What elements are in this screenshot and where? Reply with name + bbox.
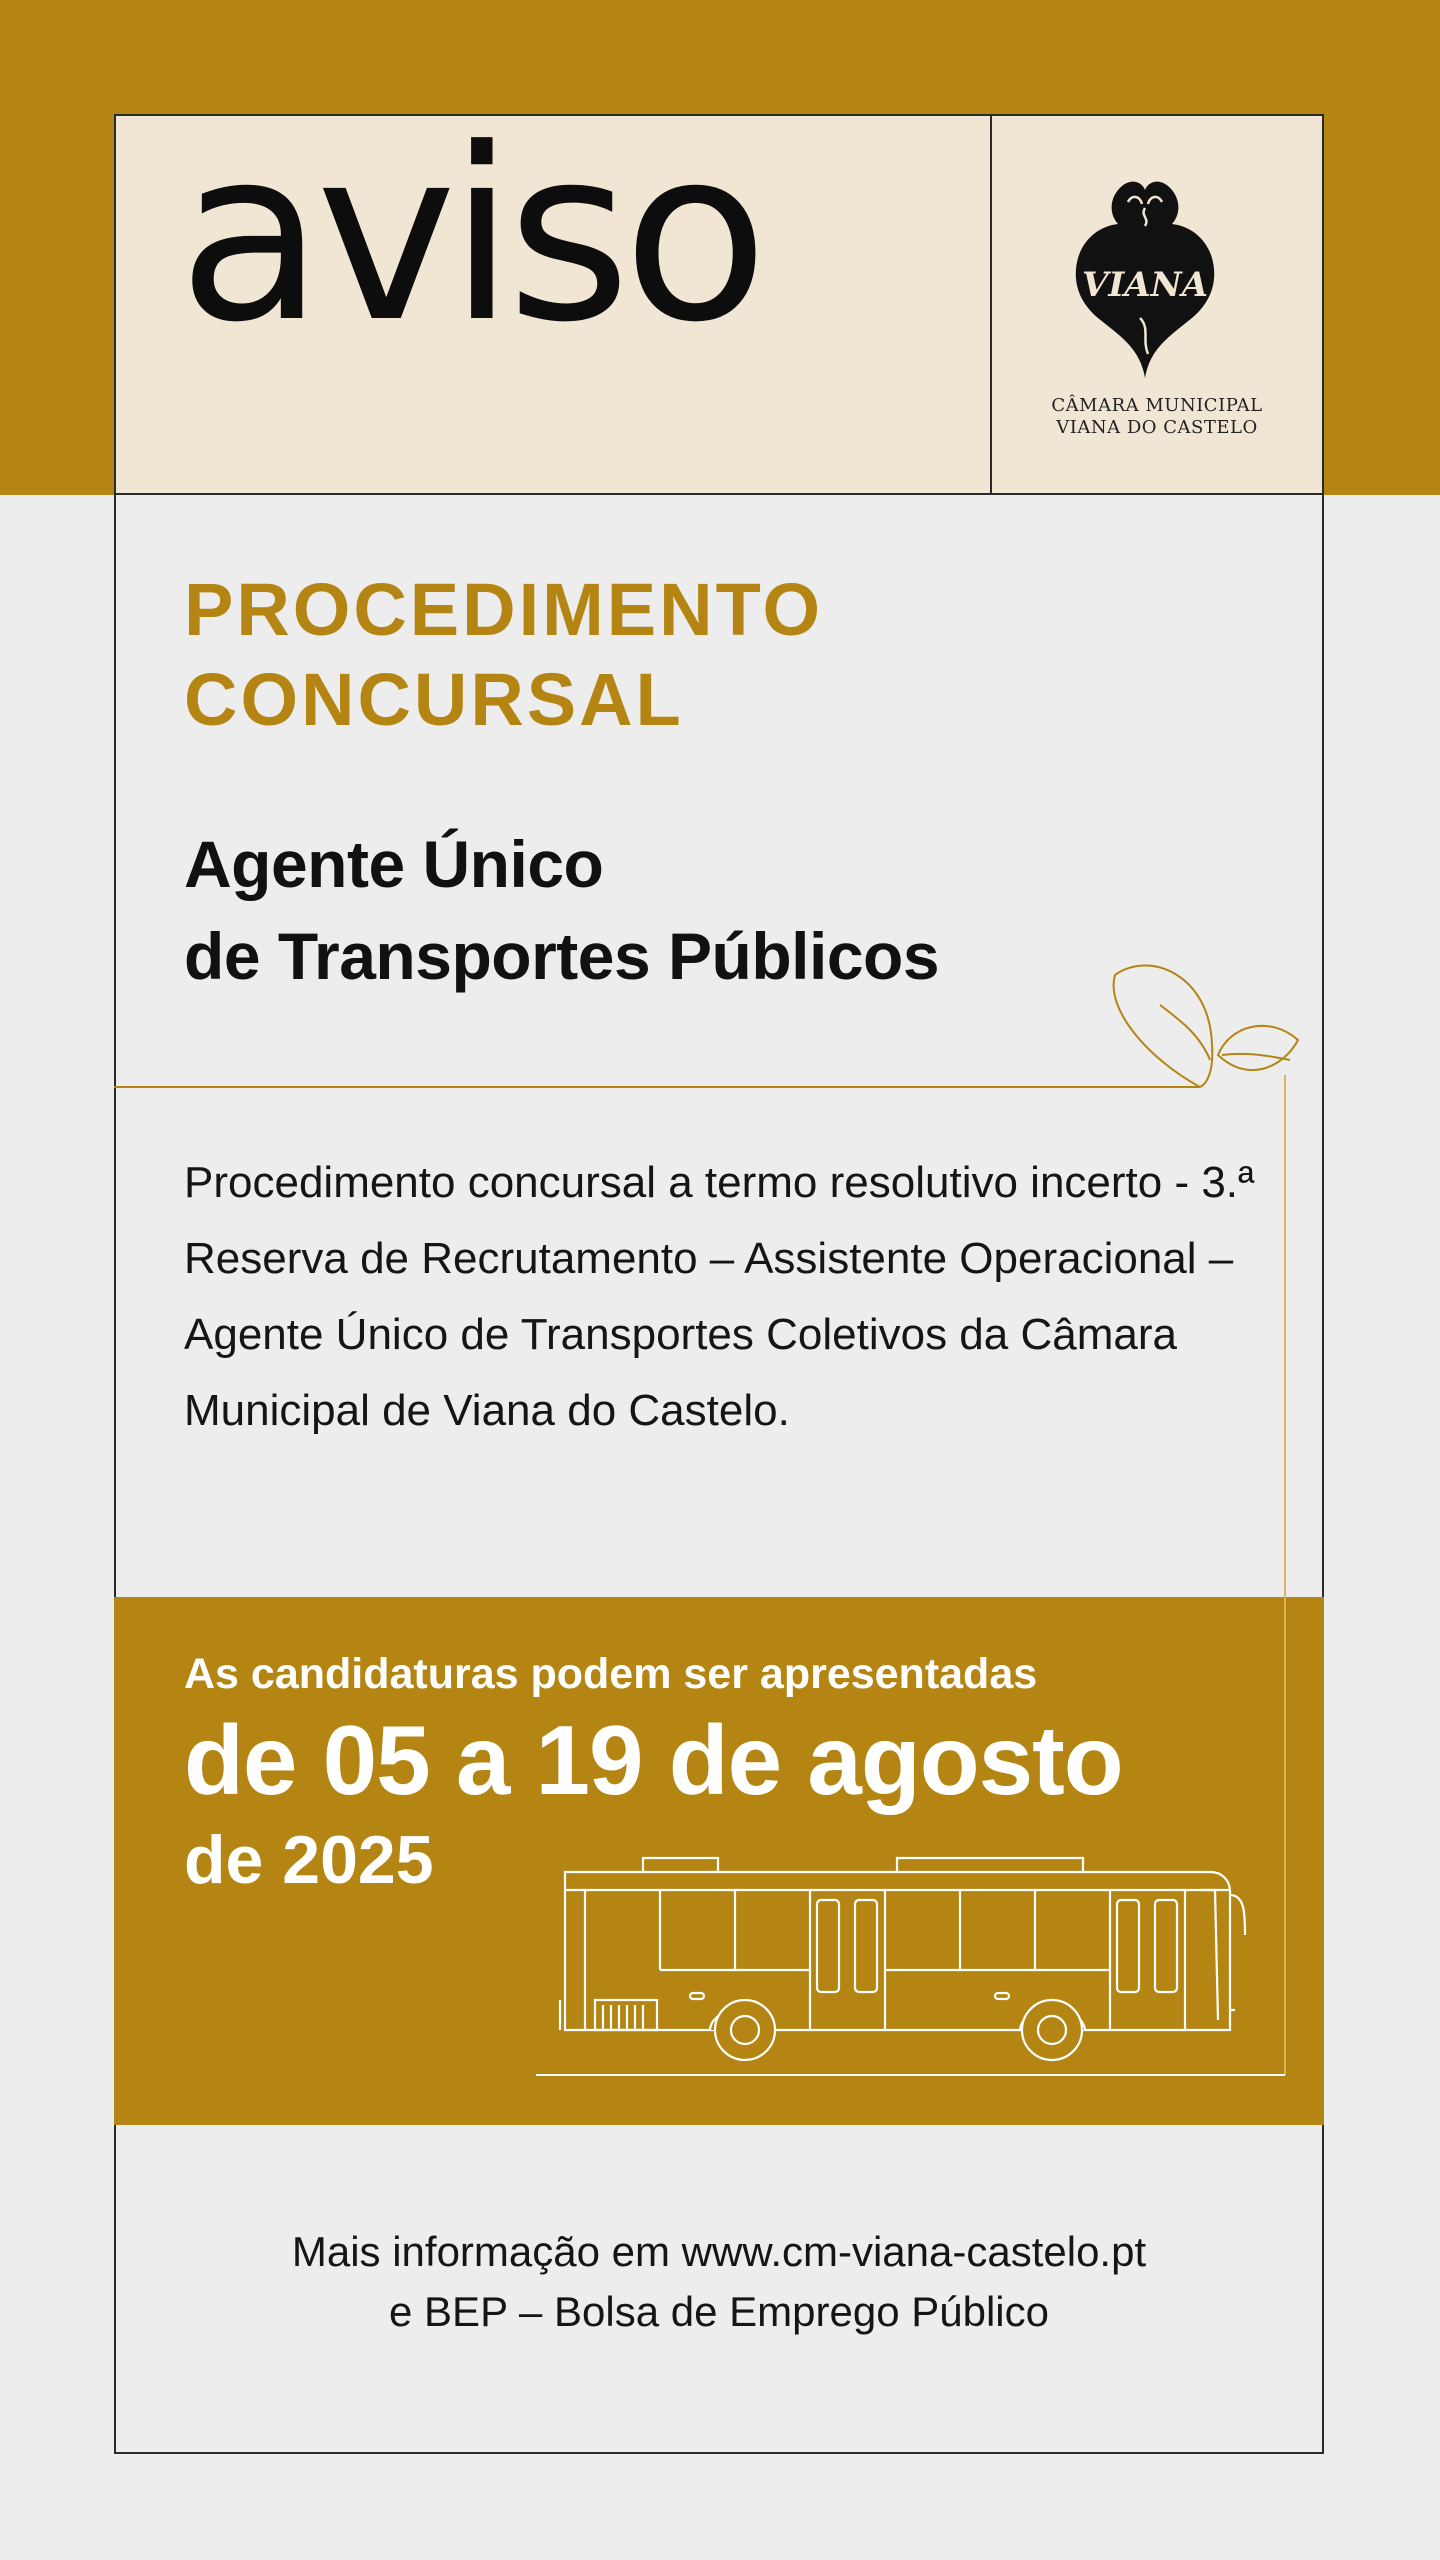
applications-dates: de 05 a 19 de agosto [184,1705,1123,1815]
category-line1: PROCEDIMENTO [184,568,824,651]
applications-year: de 2025 [184,1822,434,1898]
bus-icon [560,1858,1245,2060]
footer-line1: Mais informação em www.cm-viana-castelo.pt [291,2228,1147,2275]
footer-info [114,2222,1324,2342]
page-title: aviso [178,98,761,375]
description-text: Procedimento concursal a termo resolutivo incerto - 3.ª Reserva de Recrutamento – Assistente Operacional – Agente Único de Transportes Coletivos da Câmara Municipal de Viana do Castelo. [184,1158,1255,1435]
logo-text: VIANA [1081,265,1209,305]
category-line2: CONCURSAL [184,658,684,741]
logo-caption-line1: CÂMARA MUNICIPAL [1051,395,1263,416]
footer-line2: e BEP – Bolsa de Emprego Público [389,2288,1049,2335]
logo-caption-line2: VIANA DO CASTELO [1056,417,1258,438]
job-title-line2: de Transportes Públicos [184,919,940,993]
applications-label: As candidaturas podem ser apresentadas [184,1650,1038,1698]
leaf-icon [1114,966,1298,1087]
job-title-line1: Agente Único [184,827,604,901]
